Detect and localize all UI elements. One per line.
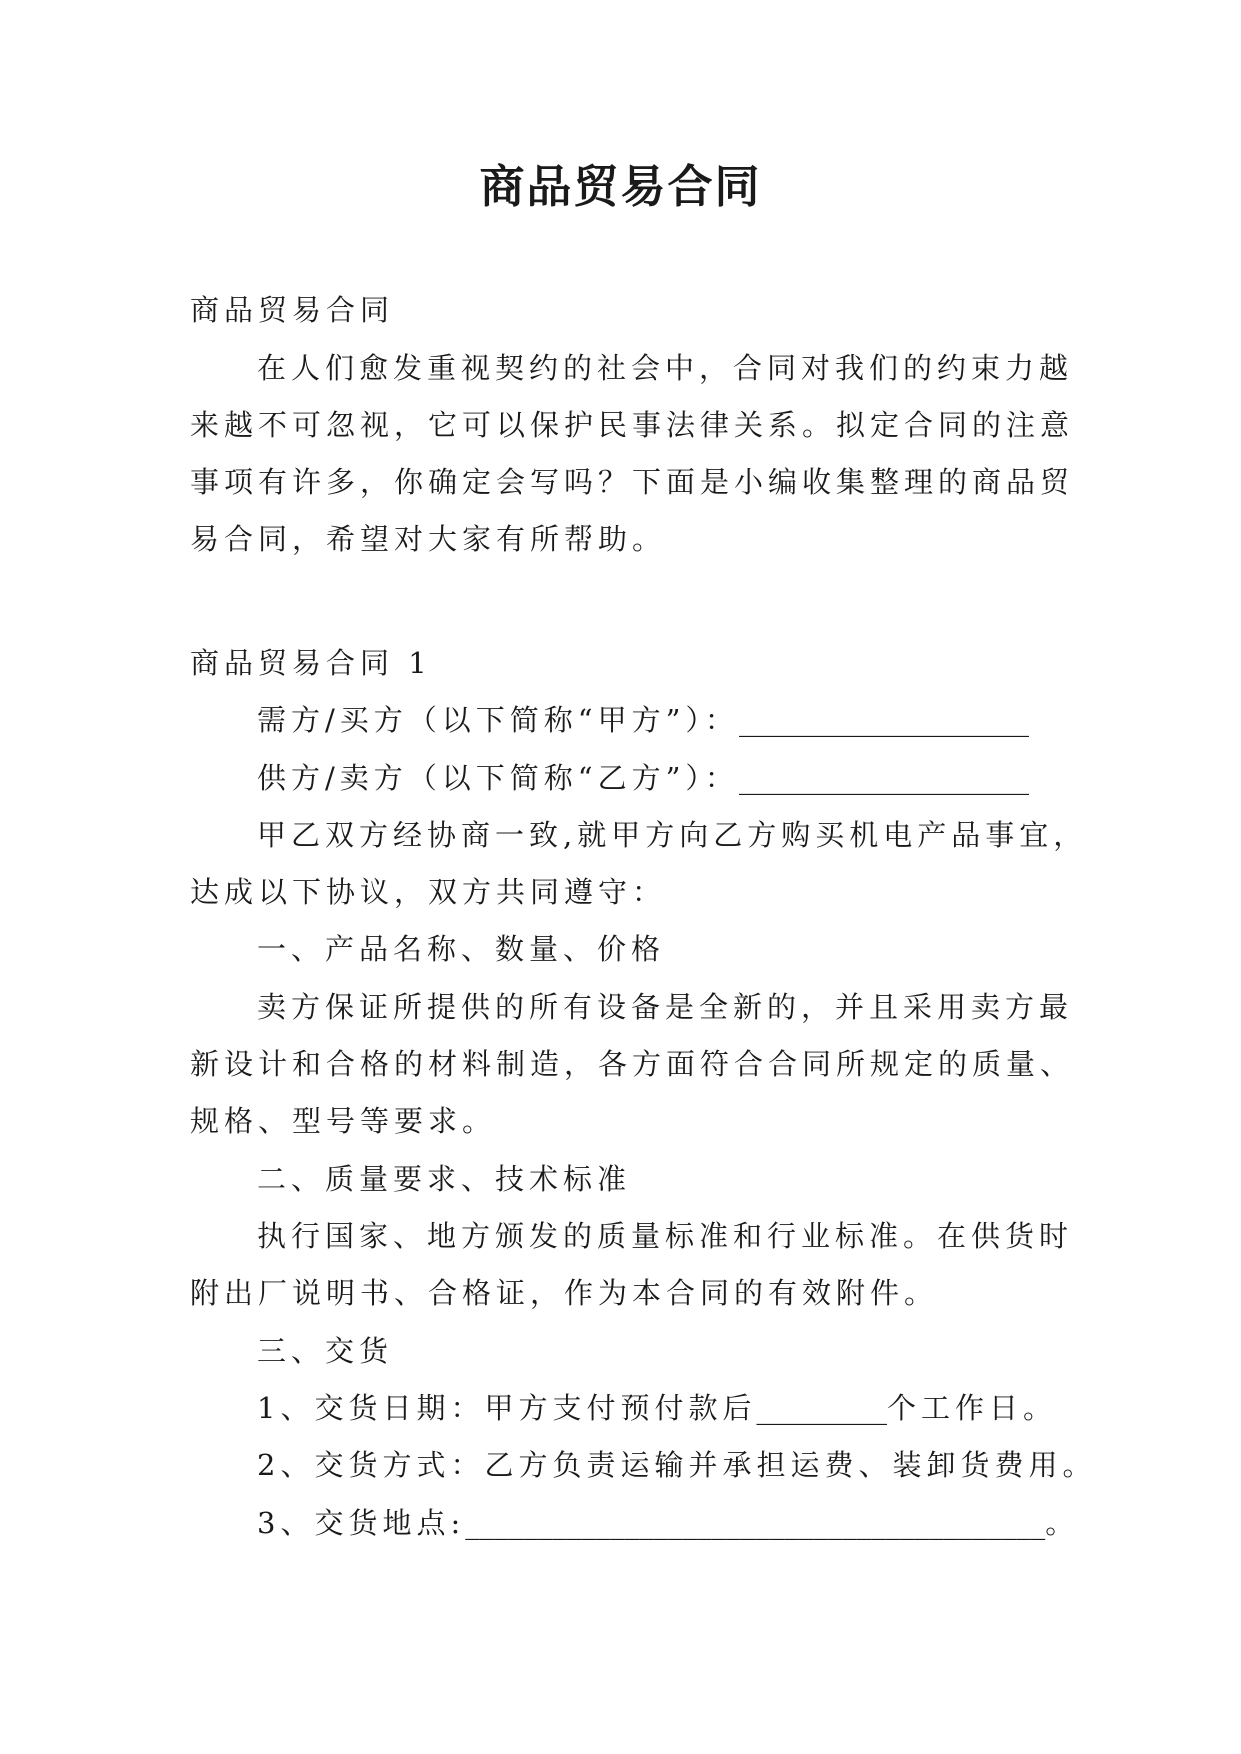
section-3-title: 三、交货 — [257, 1334, 394, 1368]
party-b-label: 供方/卖方（以下简称“乙方”）： — [257, 761, 739, 795]
delivery-place-blank: ________________________________________ — [465, 1506, 1046, 1540]
intro-line-4: 易合同，希望对大家有所帮助。 — [190, 522, 667, 556]
intro-line-1: 在人们愈发重视契约的社会中，合同对我们的约束力越 — [257, 351, 1074, 385]
party-b-blank: ____________________ — [738, 761, 1029, 795]
delivery-date-line — [257, 1388, 1057, 1428]
intro-line-3: 事项有许多，你确定会写吗？下面是小编收集整理的商品贸 — [190, 465, 1075, 499]
section-1-line-3: 规格、型号等要求。 — [190, 1104, 497, 1138]
section-1-line-1: 卖方保证所提供的所有设备是全新的，并且采用卖方最 — [257, 990, 1074, 1024]
delivery-place-prefix: 3、交货地点: — [257, 1506, 466, 1540]
section-2-line-1: 执行国家、地方颁发的质量标准和行业标准。在供货时 — [257, 1219, 1074, 1253]
section-1-line-2: 新设计和合格的材料制造，各方面符合合同所规定的质量、 — [190, 1047, 1075, 1081]
agreement-line-1: 甲乙双方经协商一致,就甲方向乙方购买机电产品事宜， — [257, 818, 1088, 852]
heading-main: 商品贸易合同 — [190, 293, 395, 327]
party-a-line — [257, 700, 1029, 740]
party-a-label: 需方/买方（以下简称“甲方”）： — [257, 703, 739, 737]
delivery-date-suffix: 个工作日。 — [886, 1391, 1057, 1425]
party-b-line — [257, 758, 1029, 798]
agreement-line-2: 达成以下协议，双方共同遵守： — [190, 875, 667, 909]
section-2-line-2: 附出厂说明书、合格证，作为本合同的有效附件。 — [190, 1276, 939, 1310]
delivery-place-suffix: 。 — [1045, 1506, 1080, 1540]
heading-contract-1: 商品贸易合同 1 — [190, 646, 432, 680]
section-1-title: 一、产品名称、数量、价格 — [257, 932, 666, 966]
delivery-date-prefix: 1、交货日期：甲方支付预付款后 — [257, 1391, 757, 1425]
intro-line-2: 来越不可忽视，它可以保护民事法律关系。拟定合同的注意 — [190, 408, 1075, 442]
section-2-title: 二、质量要求、技术标准 — [257, 1162, 632, 1196]
delivery-method-line: 2、交货方式：乙方负责运输并承担运费、装卸货费用。 — [257, 1448, 1097, 1482]
delivery-place-line — [257, 1503, 1079, 1543]
delivery-date-blank: _________ — [756, 1391, 887, 1425]
document-title: 商品贸易合同 — [479, 160, 762, 213]
party-a-blank: ____________________ — [738, 703, 1029, 737]
